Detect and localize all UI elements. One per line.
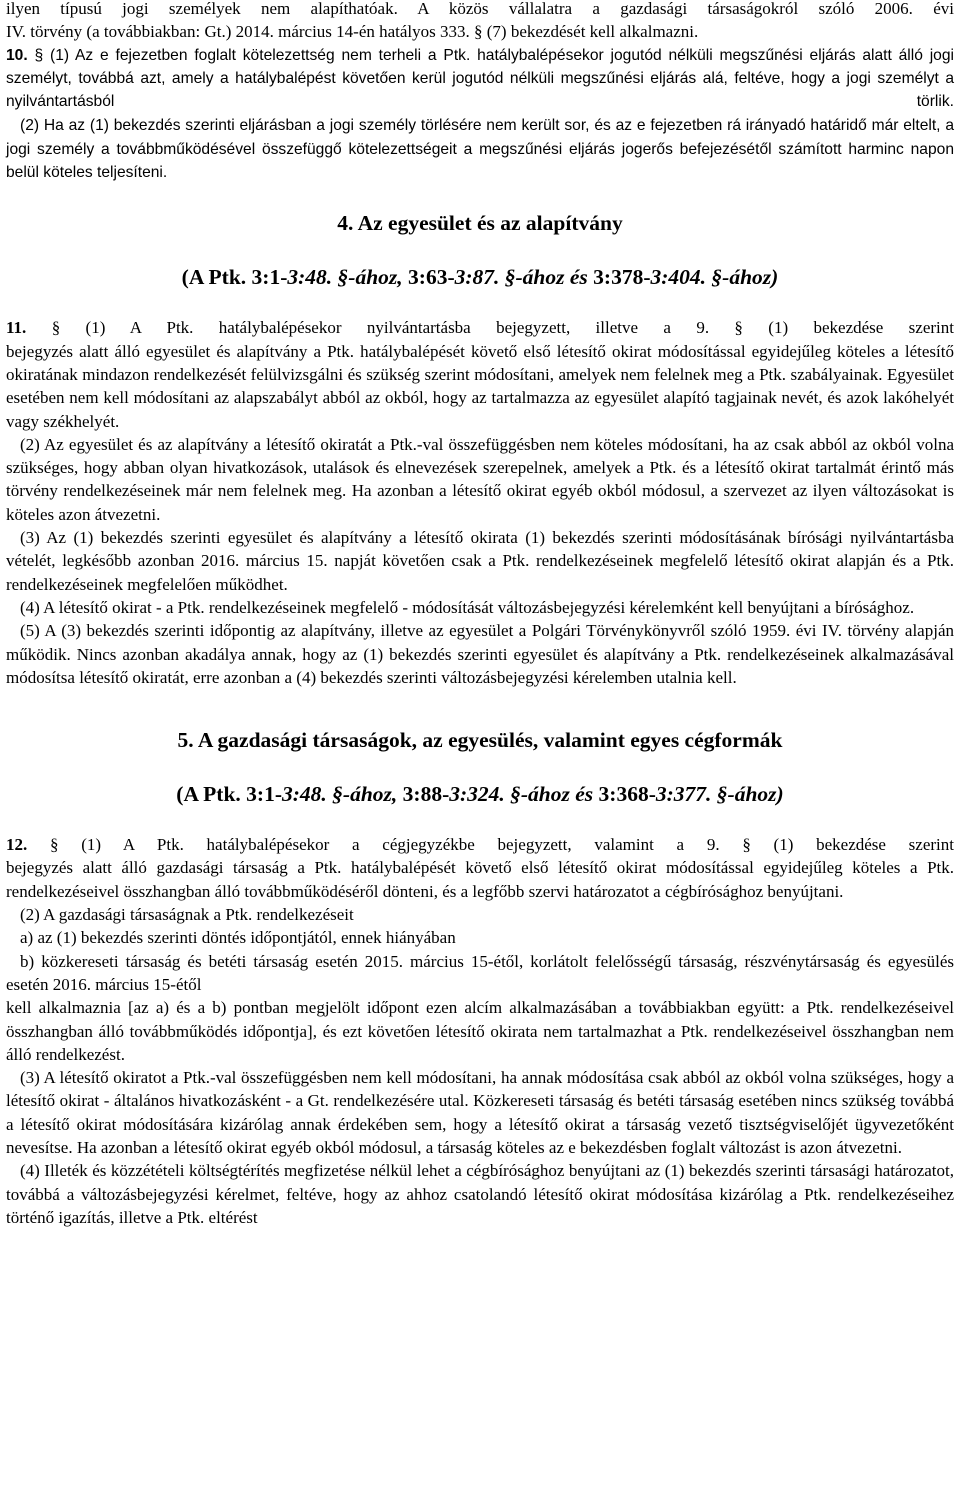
section-12-lead: 12. § (1) A Ptk. hatálybalépésekor a cégjegyzékbe bejegyzett, valamint a 9. § (1) bekezdése szerint xyxy=(6,835,954,855)
paragraph: bejegyzés alatt álló gazdasági társaság a Ptk. hatálybalépését követő első létesítő okirat módosítással egyidejűleg köteles a Ptk. rendelkezéseivel összhangban álló továbbműködéséről dönteni, és a legfőbb szervi határozatot a cégbírósághoz benyújtani. xyxy=(6,858,954,901)
paragraph: ilyen típusú jogi személyek nem alapíthatóak. A közös vállalatra a gazdasági társaságokról szóló 2006. évi xyxy=(6,0,954,18)
section-body-start: hatálybalépésekor jogutód nélküli megszűnési eljárás alatt álló jogi személyt, továbbá azt, amely a hatálybalépést követően kerül jogutód nélküli megszűnési eljárás alá, feltéve, hogy a jogi személyt a nyilvántartásból törlik. xyxy=(6,46,954,111)
section-11-lead: 11. § (1) A Ptk. hatálybalépésekor nyilvántartásba bejegyzett, illetve a 9. § (1) bekezdése szerint xyxy=(6,318,954,338)
section-number: 11. xyxy=(6,318,27,338)
paragraph: (4) Illeték és közzétételi költségtérítés megfizetése nélkül lehet a cégbírósághoz benyújtani az (1) bekezdés szerinti társasági határozatot, továbbá a változásbejegyzési kérelmet, feltéve, hogy az ahhoz csatolandó létesítő okirat módosítása kizárólag a Ptk. rendelkezéseihez történő igazítás, illetve a Ptk. eltérést xyxy=(6,1161,954,1227)
document-page xyxy=(6,0,954,1229)
paragraph: (3) Az (1) bekezdés szerinti egyesület és alapítvány a létesítő okirata (1) bekezdés szerinti módosításának bírósági nyilvántartásba vételét, legkésőbb azonban 2016. március 15. napját követően csak a Ptk. rendelkezéseinek megfelelő létesítő okirat alapján és a Ptk. rendelkezéseinek megfelelően működhet. xyxy=(6,528,954,594)
paragraph: (5) A (3) bekezdés szerinti időpontig az alapítvány, illetve az egyesület a Polgári Törvénykönyvről szóló 1959. évi IV. törvény alapján működik. Nincs azonban akadálya annak, hogy az (1) bekezdés szerinti egyesület és alapítvány a Ptk. rendelkezéseinek alkalmazásával módosítsa létesítő okiratát, erre azonban a (4) bekezdés szerinti változásbejegyzési kérelemben utalnia kell. xyxy=(6,621,954,687)
paragraph: (4) A létesítő okirat - a Ptk. rendelkezéseinek megfelelő - módosítását változásbejegyzési kérelemként kell benyújtani a bírósághoz. xyxy=(20,597,915,617)
paragraph: (2) A gazdasági társaságnak a Ptk. rendelkezéseit xyxy=(20,905,354,925)
section-number: 12. xyxy=(6,835,28,855)
paragraph: IV. törvény (a továbbiakban: Gt.) 2014. március 14-én hatályos 333. § (7) bekezdését kell alkalmazni. xyxy=(6,22,699,42)
section-lead-text: § (1) Az e fejezetben foglalt kötelezettség nem terheli a Ptk. xyxy=(34,46,471,64)
chapter-title: 5. A gazdasági társaságok, az egyesülés, valamint egyes cégformák xyxy=(177,728,783,753)
paragraph: kell alkalmaznia [az a) és a b) pontban megjelölt időpont ezen alcím alkalmazásában a továbbiakban együtt: a Ptk. rendelkezéseivel összhangban álló továbbműködés időpontja], és ezt követően létesítő okirata nem tartalmazhat a Ptk. rendelkezéseivel összhangban nem álló rendelkezést. xyxy=(6,998,954,1064)
paragraph: bejegyzés alatt álló egyesület és alapítvány a Ptk. hatálybalépését követő első létesítő okirat módosítással egyidejűleg köteles a létesítő okiratának mindazon rendelkezését felülvizsgálni és szükség szerint módosítani, amelyek nem felelnek meg a Ptk. szabályainak. Egyesület esetében nem kell módosítani az alapszabályt abból az okból, hogy az tartalmazza az egyesület alapító tagjainak nevét, és azok lakóhelyét vagy székhelyét. xyxy=(6,341,954,431)
section-10-lead xyxy=(6,44,954,114)
paragraph: (2) Az egyesület és az alapítvány a létesítő okiratát a Ptk.-val összefüggésben nem köteles módosítani, ha az csak abból az okból volna szükséges, hogy abban olyan hivatkozások, utalások és elnevezések szerepelnek, amelyek a Ptk. és a létesítő okirat tartalmát érintő más törvény rendelkezéseinek már nem felelnek meg. Ha azonban a létesítő okirat egyéb okból módosul, a szervezet az ilyen változásokat is köteles azon átvezetni. xyxy=(6,434,954,524)
paragraph: (3) A létesítő okiratot a Ptk.-val összefüggésben nem kell módosítani, ha annak módosítása csak abból az okból volna szükséges, hogy a létesítő okirat - általános hivatkozásként - a Gt. rendelkezésére utal. Közkereseti társaság és betéti társaság esetében nincs szükség továbbá a létesítő okirat módosítására kizárólag annak érdekében sem, hogy a létesítő okirat a társaság vezető tisztségviselőjét ügyvezetőként nevesítse. Ha azonban a létesítő okirat egyéb okból módosul, a társaság köteles az e bekezdésben foglalt változást is azon átvezetni. xyxy=(6,1068,954,1157)
list-item: b) közkereseti társaság és betéti társaság esetén 2015. március 15-étől, korlátolt felelősségű társaság, részvénytársaság és egyesülés esetén 2016. március 15-étől xyxy=(6,951,954,994)
section-number: 10. xyxy=(6,46,28,64)
paragraph: (2) Ha az (1) bekezdés szerinti eljárásban a jogi személy törlésére nem került sor, és az e fejezetben rá irányadó határidő már eltelt, a jogi személy a továbbműködésével összefüggő kötelezettségeit a megszűnési eljárás jogerős befejezésétől számított harminc napon belül köteles teljesíteni. xyxy=(6,117,954,182)
chapter-title: 4. Az egyesület és az alapítvány xyxy=(337,211,623,236)
chapter-reference: (A Ptk. 3:1-3:48. §-ához, 3:63-3:87. §-ához és 3:378-3:404. §-ához) xyxy=(181,265,779,290)
list-item: a) az (1) bekezdés szerinti döntés időpontjától, ennek hiányában xyxy=(20,928,456,948)
chapter-reference: (A Ptk. 3:1-3:48. §-ához, 3:88-3:324. §-ához és 3:368-3:377. §-ához) xyxy=(176,782,784,807)
